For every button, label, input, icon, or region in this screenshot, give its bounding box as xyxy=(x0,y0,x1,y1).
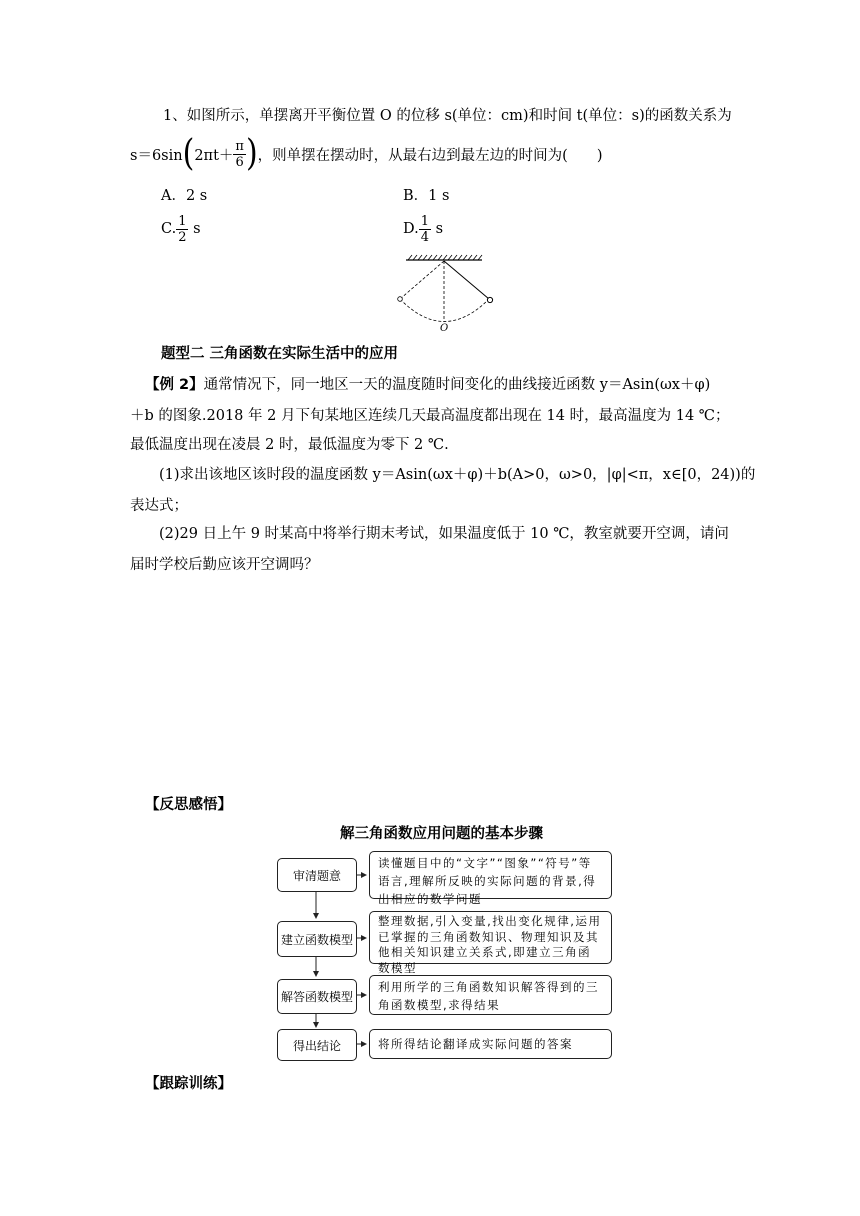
part-2-line-1: (2)29 日上午 9 时某高中将举行期末考试，如果温度低于 10 ℃，教室就要开空调，请问 xyxy=(159,526,729,542)
option-d-denominator: 4 xyxy=(420,229,429,245)
step-1-label: 审清题意 xyxy=(292,868,341,883)
step-2-label: 建立函数模型 xyxy=(280,932,353,947)
step-3-box xyxy=(277,979,357,1014)
step-3-label: 解答函数模型 xyxy=(280,990,353,1004)
tracking-heading: 【跟踪训练】 xyxy=(145,1076,232,1092)
option-c-denominator: 2 xyxy=(178,229,187,245)
fraction-numerator: π xyxy=(235,138,244,154)
section-2-heading: 题型二 三角函数在实际生活中的应用 xyxy=(161,346,399,362)
step-4-label: 得出结论 xyxy=(292,1038,341,1053)
option-a: A．2 s xyxy=(161,188,208,204)
option-c-unit: s xyxy=(188,221,201,237)
step-4-box xyxy=(277,1029,357,1061)
fraction-denominator: 6 xyxy=(235,154,244,170)
reflection-heading: 【反思感悟】 xyxy=(145,797,232,813)
step-4-description: 将所得结论翻译成实际问题的答案 xyxy=(369,1029,612,1059)
example-2-tag: 【例 2】 xyxy=(145,377,204,393)
step-2-box xyxy=(277,921,357,957)
part-2-line-2: 届时学校后勤应该开空调吗？ xyxy=(130,557,319,573)
option-d-numerator: 1 xyxy=(420,213,429,229)
question-1-tail: ，则单摆在摆动时，从最右边到最左边的时间为( ) xyxy=(257,147,603,164)
option-d-unit: s xyxy=(431,221,444,237)
option-d-prefix: D. xyxy=(403,221,419,237)
example-2-text: 通常情况下，同一地区一天的温度随时间变化的曲线接近函数 y＝Asin(ωx＋φ) xyxy=(203,377,711,393)
example-2-line-2: ＋b 的图象.2018 年 2 月下旬某地区连续几天最高温度都出现在 14 时，最高温度为 14 ℃； xyxy=(130,408,730,424)
step-2-description: 整理数据,引入变量,找出变化规律,运用已掌握的三角函数知识、物理知识及其他相关知识建立关系式,即建立三角函数模型 xyxy=(369,911,612,964)
question-1-line-1: 1、如图所示，单摆离开平衡位置 O 的位移 s(单位：cm)和时间 t(单位：s)的函数关系为 xyxy=(163,108,732,124)
step-1-description: 读懂题目中的“文字”“图象”“符号”等语言,理解所反映的实际问题的背景,得出相应的数学问题 xyxy=(369,851,612,899)
option-c-numerator: 1 xyxy=(178,213,187,229)
step-3-description: 利用所学的三角函数知识解答得到的三角函数模型,求得结果 xyxy=(369,975,612,1015)
formula-arg: 2πt＋ xyxy=(194,147,234,164)
option-b: B．1 s xyxy=(403,188,450,204)
flowchart-title: 解三角函数应用问题的基本步骤 xyxy=(340,826,543,842)
part-1-line-2: 表达式； xyxy=(130,498,188,514)
equilibrium-label-o: O xyxy=(440,323,449,334)
part-1-line-1: (1)求出该地区该时段的温度函数 y＝Asin(ωx＋φ)＋b(A>0，ω>0，|φ|<π，x∈[0，24))的 xyxy=(159,467,756,483)
option-c-prefix: C. xyxy=(161,221,177,237)
formula-right-paren: ) xyxy=(245,132,258,175)
step-1-box xyxy=(277,858,357,892)
formula-left-paren: ( xyxy=(182,132,195,175)
example-2-line-3: 最低温度出现在凌晨 2 时，最低温度为零下 2 ℃. xyxy=(130,437,449,453)
formula-prefix: s＝6sin xyxy=(130,147,183,164)
